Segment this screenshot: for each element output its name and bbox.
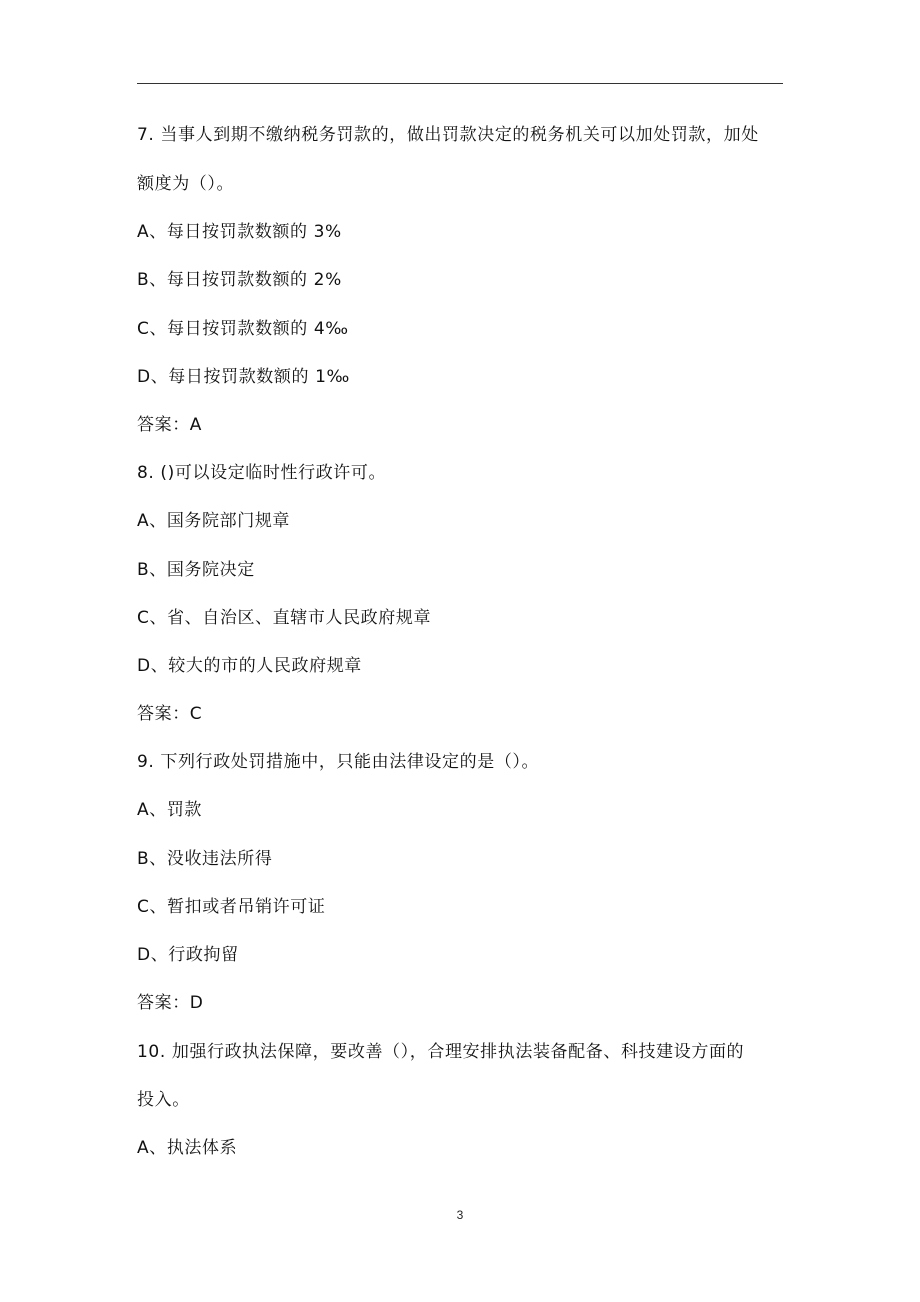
- question-7-option-c: C、每日按罚款数额的 4‰: [137, 319, 349, 339]
- question-8-option-d: D、较大的市的人民政府规章: [137, 656, 362, 676]
- question-7-option-a: A、每日按罚款数额的 3%: [137, 222, 342, 242]
- question-8-option-b: B、国务院决定: [137, 560, 255, 580]
- question-8-answer: 答案：C: [137, 704, 203, 724]
- question-8-option-a: A、国务院部门规章: [137, 511, 291, 531]
- question-10-option-a: A、执法体系: [137, 1138, 238, 1158]
- page-number: 3: [456, 1208, 464, 1222]
- question-9-option-c: C、暂扣或者吊销许可证: [137, 897, 326, 917]
- question-7-option-d: D、每日按罚款数额的 1‰: [137, 367, 350, 387]
- question-7-option-b: B、每日按罚款数额的 2%: [137, 270, 342, 290]
- header-rule: [137, 83, 783, 84]
- question-7-stem-line-2: 额度为（）。: [137, 174, 235, 194]
- question-10-stem-line-2: 投入。: [137, 1090, 190, 1110]
- question-8-option-c: C、省、自治区、直辖市人民政府规章: [137, 608, 432, 628]
- question-7-stem-line-1: 7. 当事人到期不缴纳税务罚款的，做出罚款决定的税务机关可以加处罚款，加处: [137, 125, 759, 145]
- question-8-stem-line-1: 8. ()可以设定临时性行政许可。: [137, 463, 387, 483]
- question-10-stem-line-1: 10. 加强行政执法保障，要改善（），合理安排执法装备配备、科技建设方面的: [137, 1042, 745, 1062]
- question-9-option-a: A、罚款: [137, 800, 203, 820]
- question-9-option-b: B、没收违法所得: [137, 849, 273, 869]
- question-9-option-d: D、行政拘留: [137, 945, 239, 965]
- question-9-answer: 答案：D: [137, 993, 204, 1013]
- question-9-stem-line-1: 9. 下列行政处罚措施中，只能由法律设定的是（）。: [137, 752, 540, 772]
- question-7-answer: 答案：A: [137, 415, 203, 435]
